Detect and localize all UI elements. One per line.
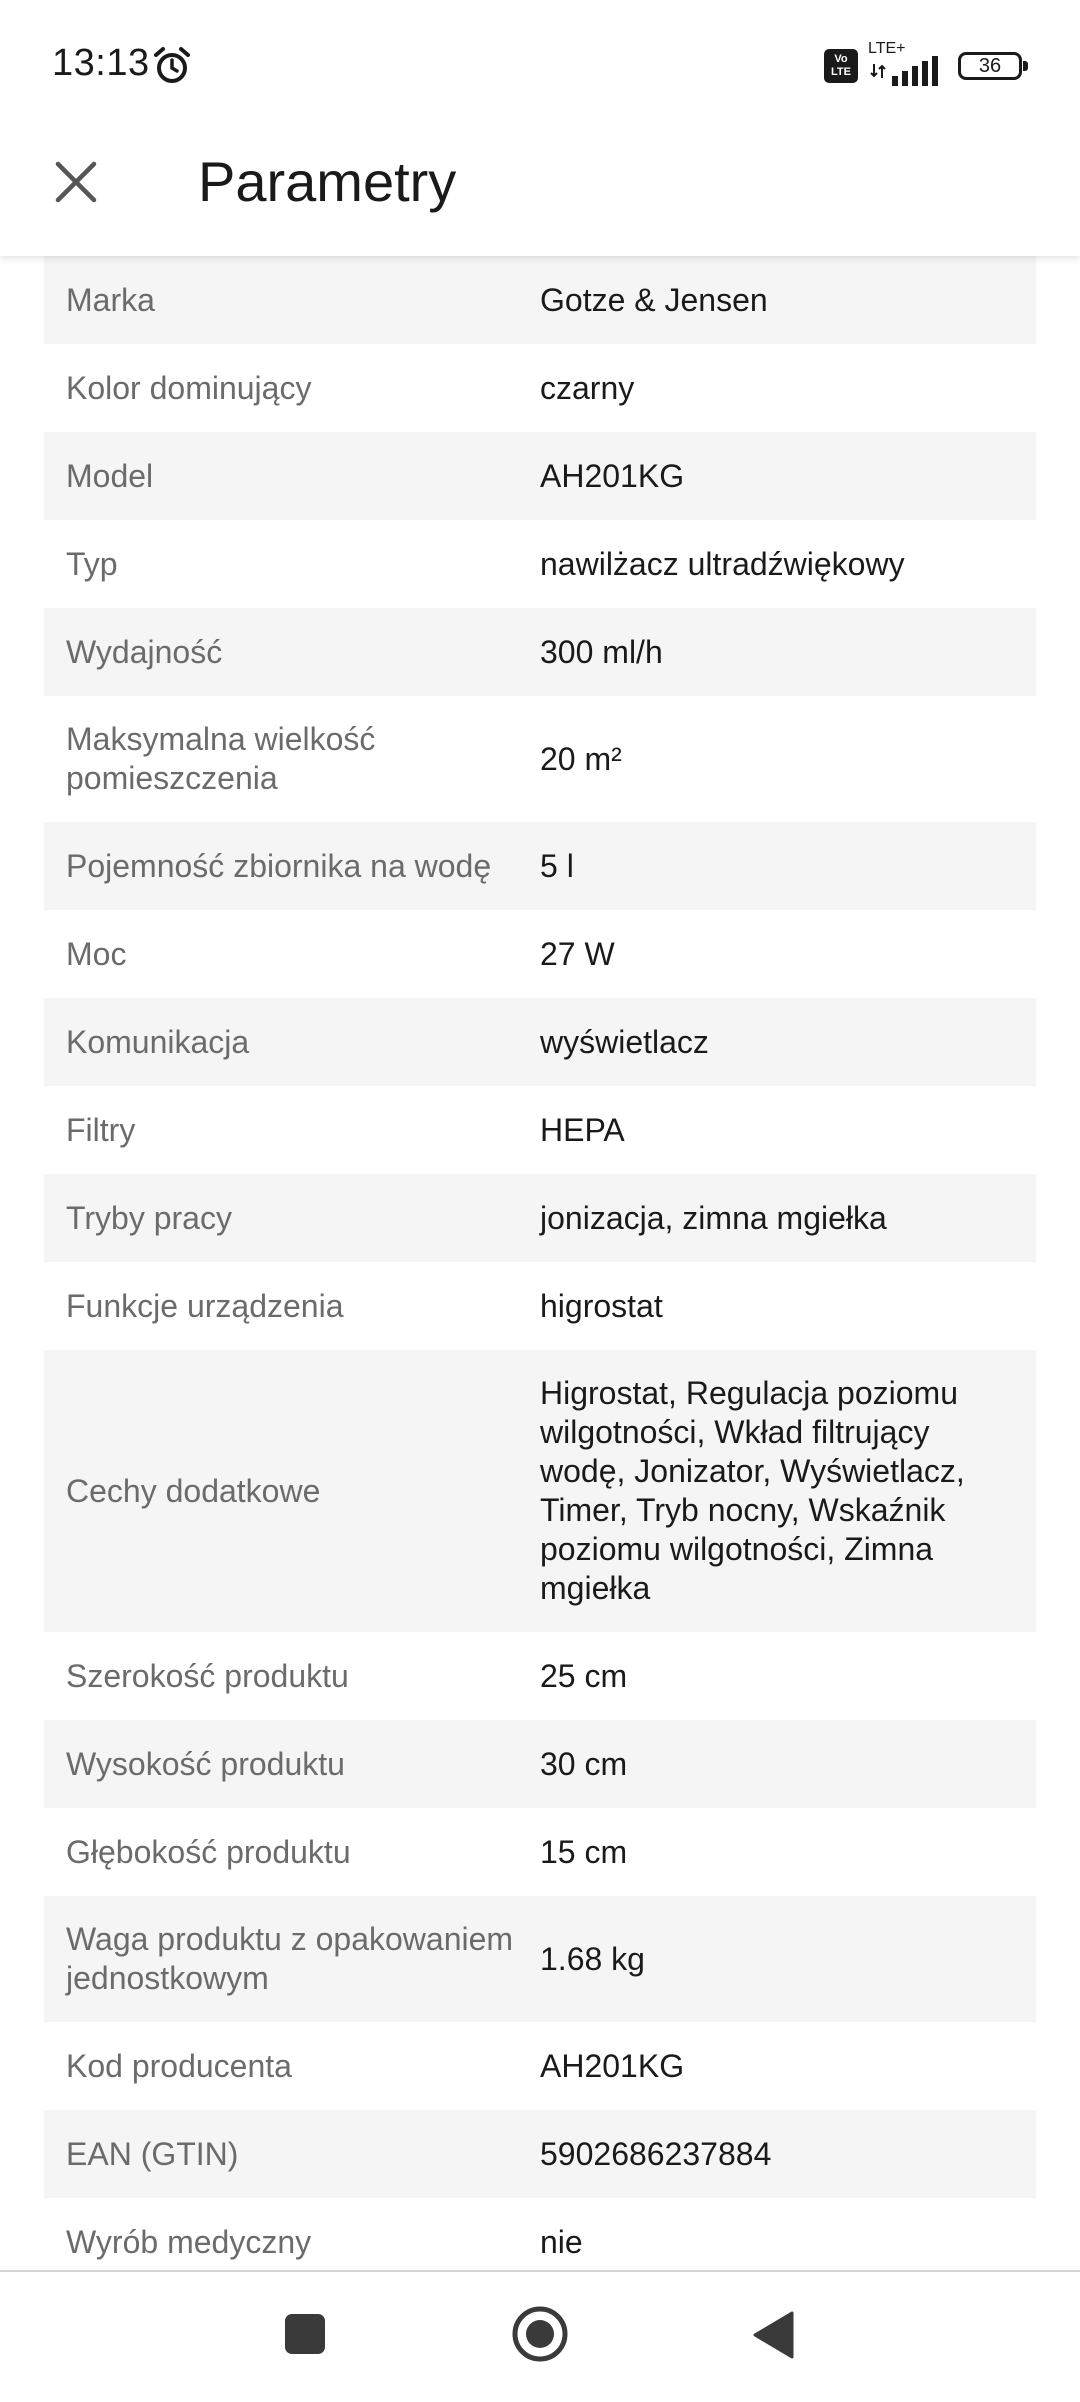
param-row-szerokosc [44,1632,1036,1720]
param-label: Funkcje urządzenia [66,1287,344,1324]
param-label: Model [66,457,154,494]
param-value: nie [540,2223,583,2260]
status-time: 13:13 [52,42,150,84]
param-row-typ [44,520,1036,608]
app-bar [0,130,1080,256]
param-row-filtry [44,1086,1036,1174]
param-label: EAN (GTIN) [66,2135,239,2172]
battery-tip [1023,61,1028,71]
status-icons [824,40,1022,88]
volte-icon [824,49,858,83]
navigation-bar [0,2270,1080,2402]
network-type: LTE+ [868,40,906,57]
param-value: wyświetlacz [540,1023,709,1060]
param-value: 25 cm [540,1657,628,1694]
param-value: 300 ml/h [540,633,663,670]
param-value: HEPA [540,1111,625,1148]
param-label: Komunikacja [66,1023,250,1060]
param-row-marka [44,256,1036,344]
param-row-pojemnosc [44,822,1036,910]
signal-icon [870,56,948,86]
param-label: Pojemność zbiornika na wodę [66,847,492,884]
param-row-wielkosc-pomieszczenia [44,696,1036,822]
battery-level: 36 [978,55,1002,77]
param-value: 1.68 kg [540,1940,645,1977]
param-label: Wysokość produktu [66,1745,345,1782]
param-label: Tryby pracy [66,1199,232,1236]
param-value: jonizacja, zimna mgiełka [540,1199,887,1236]
page-title: Parametry [198,150,457,213]
home-icon[interactable] [511,2305,569,2363]
param-value: Higrostat, Regulacja poziomu wilgotności, Wkład filtrujący wodę, Jonizator, Wyświetlacz, Timer, Tryb nocny, Wskaźnik poziomu wilgotności, Zimna mgiełka [540,1375,965,1606]
param-value: AH201KG [540,457,685,494]
param-value: 30 cm [540,1745,628,1782]
volte-bottom-label: LTE [831,66,851,78]
param-label: Typ [66,545,118,582]
parameters-table [44,256,1036,2286]
param-label: Moc [66,935,127,972]
param-label: Filtry [66,1111,136,1148]
back-icon[interactable] [752,2310,794,2360]
param-row-tryby-pracy [44,1174,1036,1262]
param-label: Szerokość produktu [66,1657,349,1694]
status-bar [0,0,1080,130]
volte-top-label: Vo [834,53,848,65]
param-value: higrostat [540,1287,663,1324]
param-label: Marka [66,281,155,318]
param-row-waga [44,1896,1036,2022]
param-value: 15 cm [540,1833,628,1870]
alarm-icon [152,46,192,86]
battery-icon [958,52,1022,80]
signal-group [868,40,948,88]
param-label: Kolor dominujący [66,369,312,406]
param-value: czarny [540,369,635,406]
param-value: 5 l [540,847,574,884]
param-label: Wyrób medyczny [66,2223,312,2260]
param-value: nawilżacz ultradźwiękowy [540,545,905,582]
param-label: Cechy dodatkowe [66,1472,321,1509]
param-label: Kod producenta [66,2047,292,2084]
close-button[interactable] [40,146,112,218]
param-row-funkcje [44,1262,1036,1350]
recent-apps-icon[interactable] [285,2314,325,2354]
param-value: 27 W [540,935,615,972]
param-row-wysokosc [44,1720,1036,1808]
param-row-ean [44,2110,1036,2198]
param-row-glebokosc [44,1808,1036,1896]
param-label: Głębokość produktu [66,1833,351,1870]
param-label: Wydajność [66,633,223,670]
param-row-wydajnosc [44,608,1036,696]
param-value: 20 m² [540,740,622,777]
param-row-cechy-dodatkowe [44,1350,1036,1632]
param-value: AH201KG [540,2047,685,2084]
param-row-model [44,432,1036,520]
param-row-kod-producenta [44,2022,1036,2110]
param-label: Waga produktu z opakowaniem jednostkowym [66,1921,514,1996]
param-value: Gotze & Jensen [540,281,768,318]
param-label: Maksymalna wielkość pomieszczenia [66,721,376,796]
parameters-scroll-area[interactable] [0,256,1080,2260]
param-value: 5902686237884 [540,2135,772,2172]
close-icon [54,160,98,204]
param-row-kolor [44,344,1036,432]
param-row-komunikacja [44,998,1036,1086]
param-row-moc [44,910,1036,998]
